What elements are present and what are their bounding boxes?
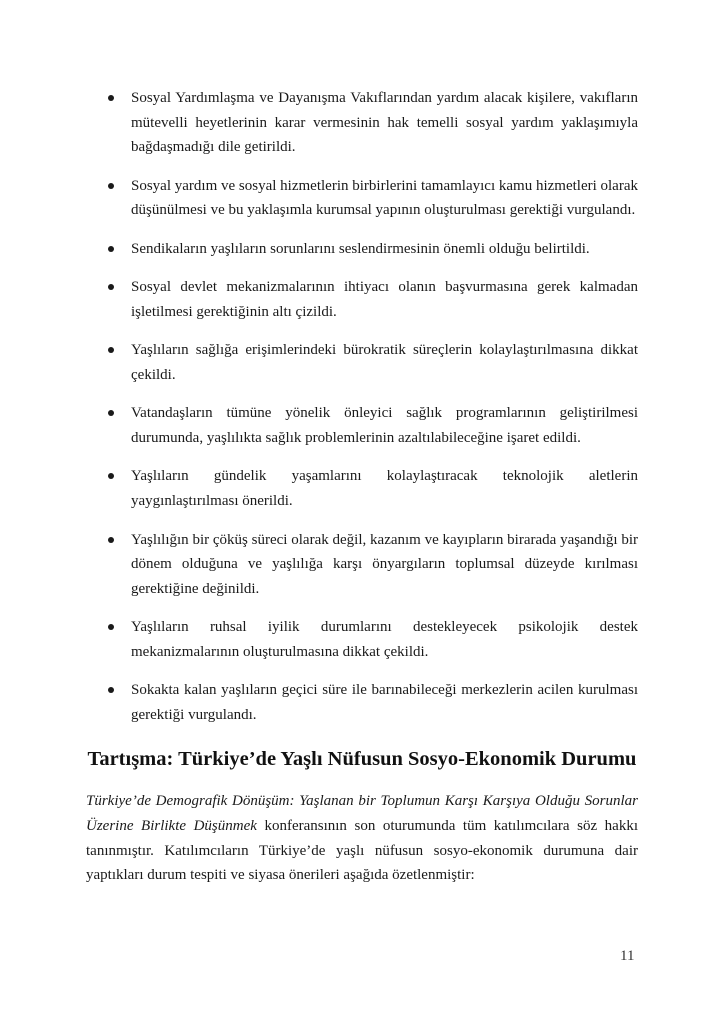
- section-heading: Tartışma: Türkiye’de Yaşlı Nüfusun Sosyo-Ekonomik Durumu: [87, 748, 637, 770]
- list-item-text: Sokakta kalan yaşlıların geçici süre ile barınabileceği merkezlerin acilen kurulması gerektiği vurgulandı.: [131, 682, 638, 723]
- list-item-text: Sosyal yardım ve sosyal hizmetlerin birbirlerini tamamlayıcı kamu hizmetleri olarak düşünülmesi ve bu yaklaşımla kurumsal yapının oluşturulması gerektiği vurgulandı.: [131, 177, 638, 219]
- list-item: [86, 678, 638, 727]
- intro-paragraph: [86, 789, 638, 888]
- bullet-icon: [108, 246, 114, 252]
- list-item-text: Sosyal Yardımlaşma ve Dayanışma Vakıflarından yardım alacak kişilere, vakıfların mütevelli heyetlerinin karar vermesinin hak temelli sosyal yardım yaklaşımıyla bağdaşmadığı dile getirildi.: [131, 90, 638, 156]
- list-item: [86, 174, 638, 223]
- bullet-icon: [108, 687, 114, 693]
- list-item: [86, 338, 638, 387]
- list-item-text: Yaşlılığın bir çöküş süreci olarak değil, kazanım ve kayıpların birarada yaşandığı bir dönem olduğuna ve yaşlılığa karşı önyargıların toplumsal düzeyde kırılması gerektiğine değinildi.: [131, 531, 638, 597]
- bullet-icon: [108, 537, 114, 543]
- list-item-text: Vatandaşların tümüne yönelik önleyici sağlık programlarının geliştirilmesi durumunda, yaşlılıkta sağlık problemlerinin azaltılabileceğine işaret edildi.: [131, 405, 638, 446]
- list-item-text: Sosyal devlet mekanizmalarının ihtiyacı olanın başvurmasına gerek kalmadan işletilmesi gerektiğinin altı çizildi.: [131, 279, 638, 320]
- conference-title: Türkiye’de Demografik Dönüşüm: Yaşlanan bir Toplumun Karşı Karşıya Olduğu Sorunlar Üzerine Birlikte Düşünmek: [86, 793, 638, 834]
- list-item: [86, 528, 638, 602]
- bullet-icon: [108, 624, 114, 630]
- list-item-text: Yaşlıların gündelik yaşamlarını kolaylaştıracak teknolojik aletlerin yaygınlaştırılması önerildi.: [131, 468, 638, 510]
- page-number: 11: [620, 948, 635, 964]
- bullet-icon: [108, 410, 114, 416]
- list-item-text: Yaşlıların ruhsal iyilik durumlarını destekleyecek psikolojik destek mekanizmalarının oluşturulmasına dikkat çekildi.: [131, 619, 638, 660]
- list-item: [86, 401, 638, 450]
- bullet-icon: [108, 284, 114, 290]
- intro-paragraph-text: konferansının son oturumunda tüm katılımcılara söz hakkı tanınmıştır. Katılımcıların Türkiye’de yaşlı nüfusun sosyo-ekonomik durumuna dair yaptıkları durum tespiti ve siyasa önerileri aşağıda özetlenmiştir:: [86, 817, 639, 884]
- bullet-icon: [108, 347, 114, 353]
- list-item: [86, 86, 638, 160]
- list-item: [86, 464, 638, 513]
- recommendations-list: [86, 86, 638, 741]
- bullet-icon: [108, 183, 114, 189]
- list-item-text: Sendikaların yaşlıların sorunlarını seslendirmesinin önemli olduğu belirtildi.: [131, 240, 590, 257]
- list-item: [86, 615, 638, 664]
- list-item: [86, 275, 638, 324]
- bullet-icon: [108, 95, 114, 101]
- bullet-icon: [108, 473, 114, 479]
- list-item-text: Yaşlıların sağlığa erişimlerindeki bürokratik süreçlerin kolaylaştırılmasına dikkat çekildi.: [131, 342, 638, 383]
- list-item: [86, 237, 638, 262]
